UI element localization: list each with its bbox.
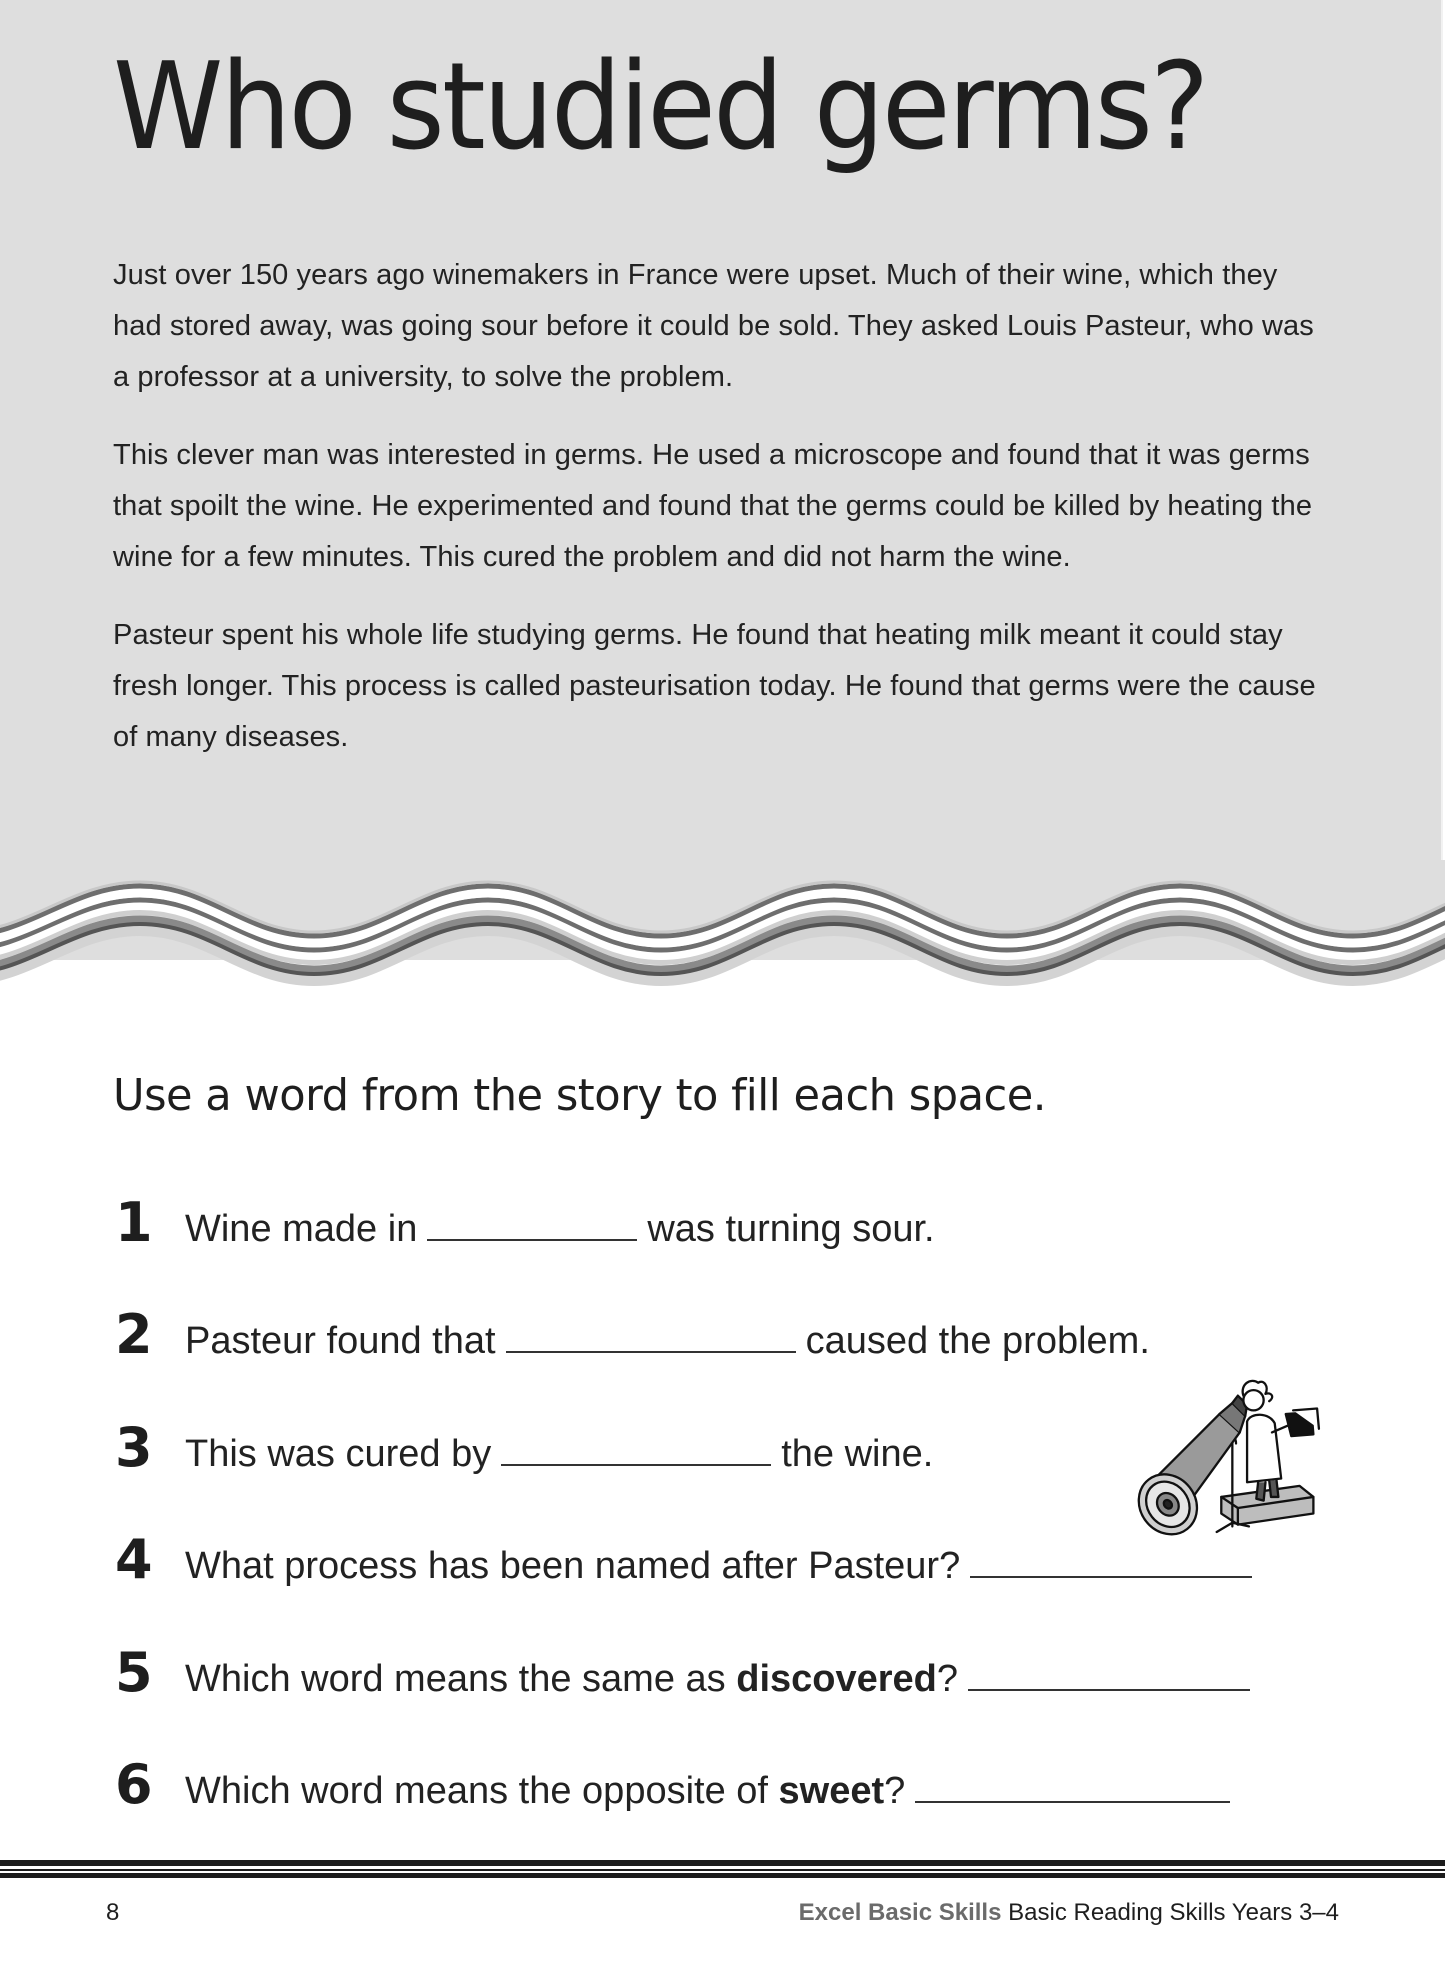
question-suffix: the wine.: [781, 1433, 934, 1475]
story-text: [113, 250, 1333, 790]
question-suffix: was turning sour.: [647, 1208, 935, 1250]
question-5: [115, 1641, 1260, 1706]
question-prompt: What process has been named after Pasteur?: [185, 1545, 961, 1587]
question-3: [115, 1416, 934, 1481]
question-prompt: Which word means the opposite of: [185, 1770, 768, 1812]
page-number: 8: [106, 1899, 120, 1926]
footer-brand: Excel Basic Skills: [798, 1899, 1002, 1926]
question-text: [185, 1210, 935, 1248]
question-1: [115, 1191, 935, 1256]
question-text: [185, 1322, 1150, 1360]
question-number: 2: [115, 1303, 153, 1366]
question-number: 6: [115, 1753, 153, 1816]
question-2: [115, 1303, 1150, 1368]
question-number: 3: [115, 1416, 153, 1479]
keyword-bold: sweet: [778, 1770, 885, 1812]
question-number: 1: [115, 1191, 153, 1254]
page-title: Who studied germs?: [113, 38, 1207, 177]
keyword-bold: discovered: [736, 1658, 937, 1700]
story-paragraph-1: Just over 150 years ago winemakers in France were upset. Much of their wine, which they had stored away, was going sour before it could be sold. They asked Louis Pasteur, who was a professor at a university, to solve the problem.: [113, 259, 1314, 393]
question-prompt: Which word means the same as: [185, 1658, 726, 1700]
footer-rule-thick: [0, 1860, 1445, 1866]
question-number: 4: [115, 1528, 153, 1591]
question-text: [185, 1435, 933, 1473]
question-suffix: ?: [936, 1658, 959, 1700]
question-prompt: Wine made in: [185, 1208, 418, 1250]
story-paragraph-3: Pasteur spent his whole life studying germs. He found that heating milk meant it could stay fresh longer. This process is called pasteurisation today. He found that germs were the cause of many diseases.: [113, 619, 1316, 753]
footer-rule-thin: [0, 1869, 1445, 1871]
answer-blank-2[interactable]: [506, 1350, 796, 1353]
footer-book-title: Basic Reading Skills Years 3–4: [1008, 1899, 1339, 1926]
question-prompt: Pasteur found that: [185, 1320, 496, 1362]
question-text: [185, 1660, 1260, 1698]
question-text: [185, 1547, 1262, 1585]
question-prompt: This was cured by: [185, 1433, 492, 1475]
question-text: [185, 1772, 1240, 1810]
story-paragraph-2: This clever man was interested in germs. He used a microscope and found that it was germs that spoilt the wine. He experimented and found that the germs could be killed by heating the wine for a few minutes. This cured the problem and did not harm the wine.: [113, 439, 1313, 573]
question-6: [115, 1753, 1240, 1818]
question-number: 5: [115, 1641, 153, 1704]
footer-credit: [799, 1899, 1339, 1927]
footer-rule-thick: [0, 1873, 1445, 1878]
scientist-with-microscope-icon: [1128, 1368, 1333, 1543]
answer-blank-5[interactable]: [968, 1688, 1250, 1691]
question-4: [115, 1528, 1262, 1593]
answer-blank-1[interactable]: [427, 1238, 637, 1241]
question-suffix: ?: [884, 1770, 906, 1812]
answer-blank-3[interactable]: [501, 1463, 771, 1466]
wave-divider: [0, 860, 1445, 1010]
question-suffix: caused the problem.: [805, 1320, 1150, 1362]
exercise-instruction: Use a word from the story to fill each space.: [113, 1070, 1046, 1121]
answer-blank-4[interactable]: [970, 1575, 1252, 1578]
panel-edge: [1441, 0, 1443, 960]
answer-blank-6[interactable]: [915, 1800, 1230, 1803]
